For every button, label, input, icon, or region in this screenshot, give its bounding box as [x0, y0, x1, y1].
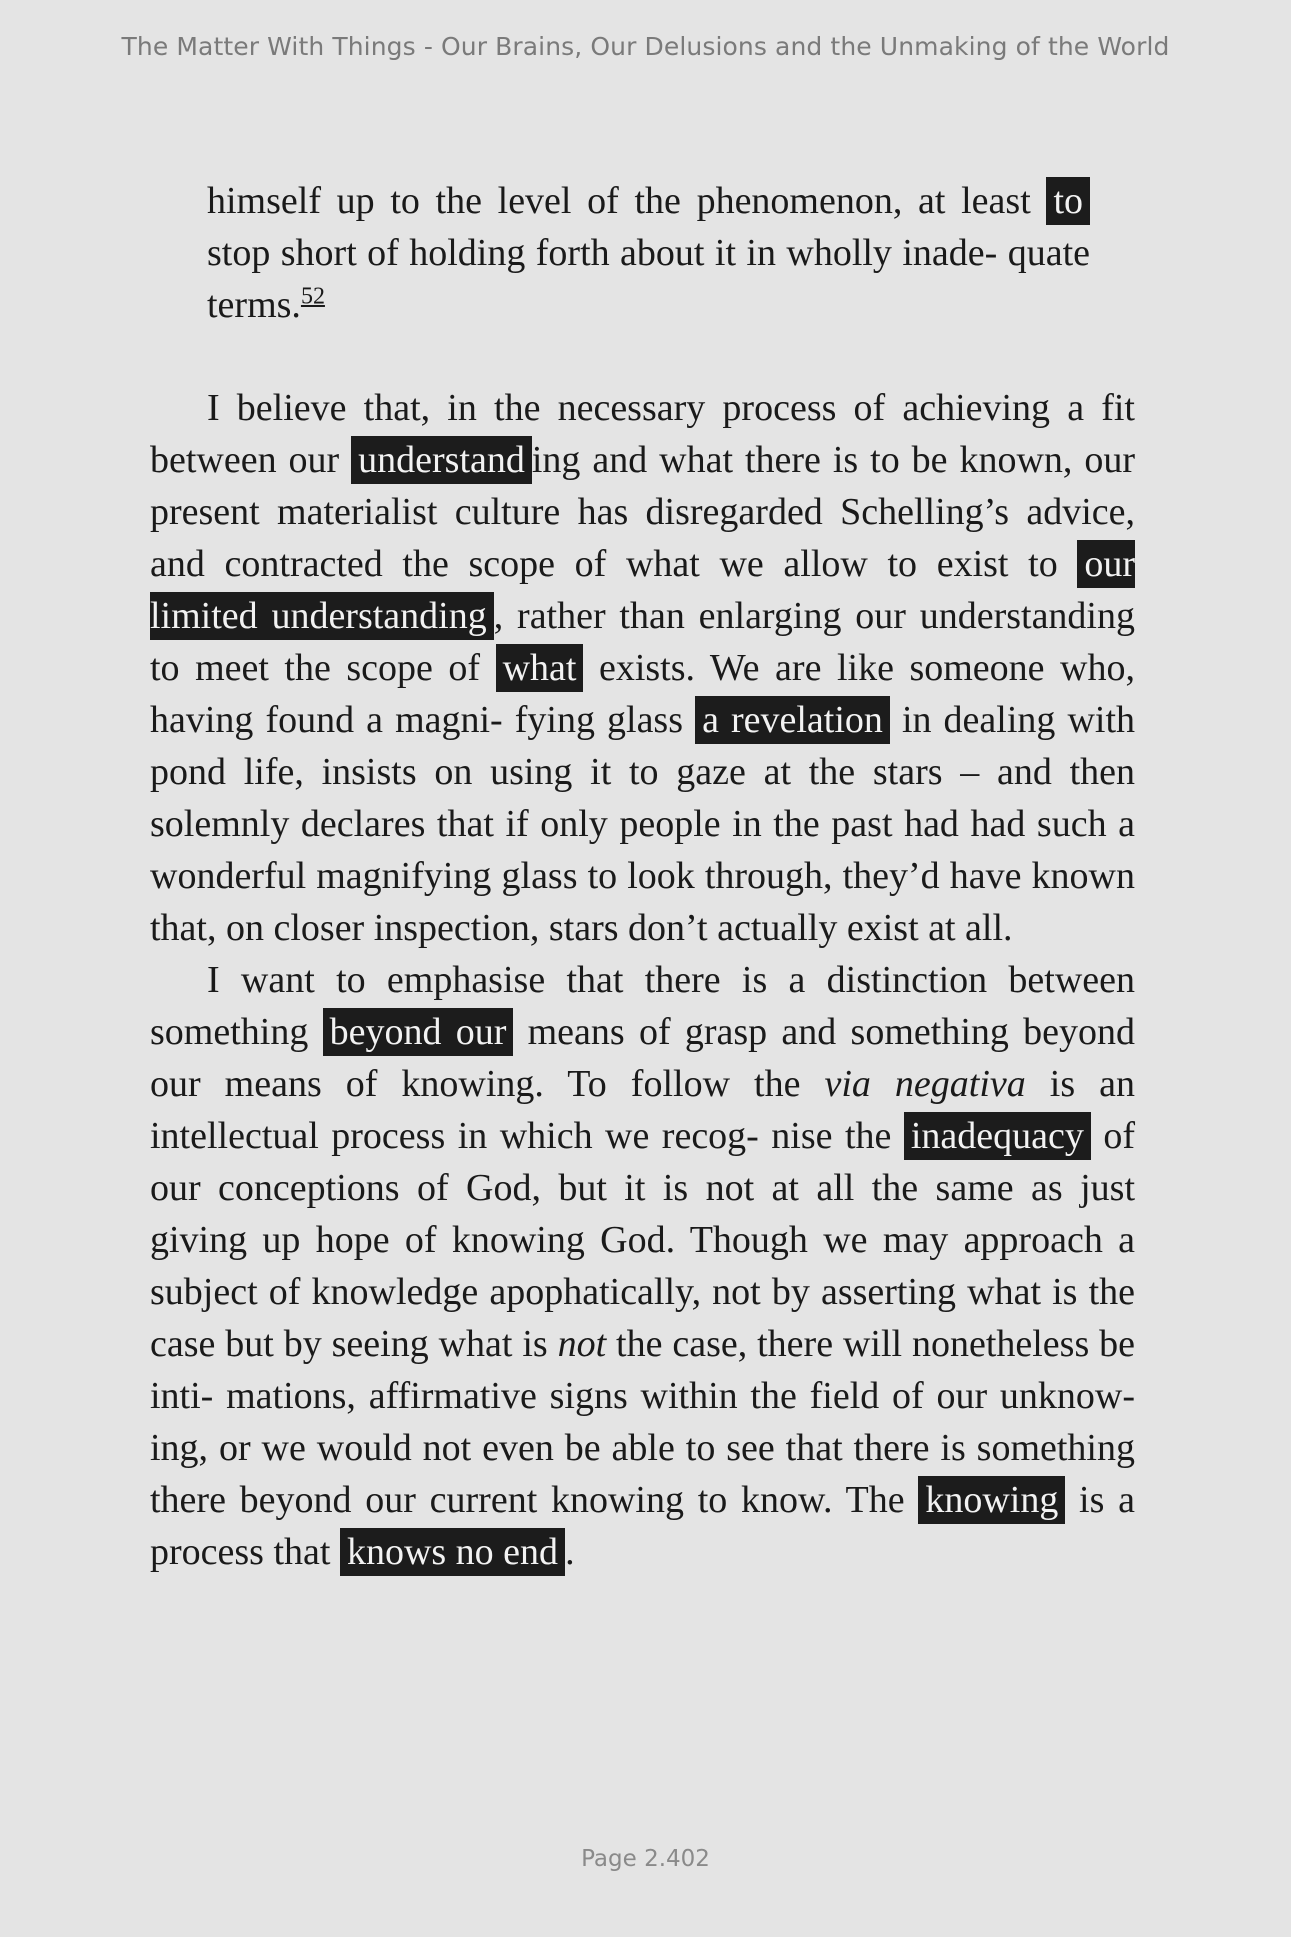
paragraph-text: , rather than enlarging our understanding to meet the scope of — [150, 595, 1135, 689]
paragraph-text: the case, there will nonetheless be inti- mations, affirmative signs within the field of our unknow- ing, or we would not even be able to see that there is something there beyond our current knowing to know. The — [150, 1323, 1136, 1521]
highlight[interactable]: our limited understanding — [150, 540, 1135, 640]
paragraph-text: ing and what there is to be known, our present materialist culture has disregarded Schelling’s advice, and contracted the scope of what we allow to exist to — [150, 439, 1135, 585]
page-number: Page 2.402 — [581, 1846, 710, 1872]
quote-text: stop short of holding forth about it in wholly inade- quate terms. — [207, 232, 1090, 326]
quote-text: himself up to the level of the phenomenon, at least — [207, 180, 1047, 222]
italic-text: via negativa — [824, 1063, 1026, 1105]
highlight[interactable]: inadequacy — [904, 1112, 1091, 1160]
spacer — [150, 331, 1135, 382]
highlight[interactable]: beyond our — [323, 1008, 514, 1056]
paragraph-text: is an intellectual process in which we recog- nise the — [150, 1063, 1135, 1157]
block-quote — [150, 175, 1135, 331]
paragraph — [150, 382, 1135, 954]
paragraph-text: I believe that, in the necessary process of achieving a fit between our — [150, 387, 1135, 481]
book-title: The Matter With Things - Our Brains, Our Delusions and the Unmaking of the World — [121, 32, 1170, 61]
italic-text: not — [557, 1323, 607, 1365]
paragraph-text: is a process that — [150, 1479, 1135, 1573]
paragraph-text: exists. We are like someone who, having found a magni- fying glass — [150, 647, 1135, 741]
paragraph-text: means of grasp and something beyond our means of knowing. To follow the — [150, 1011, 1135, 1105]
highlight[interactable]: knowing — [918, 1476, 1065, 1524]
paragraph-text: in dealing with pond life, insists on using it to gaze at the stars – and then solemnly declares that if only people in the past had had such a wonderful magnifying glass to look through, they’d have known that, on closer inspection, stars don’t actually exist at all. — [150, 699, 1136, 949]
highlight[interactable]: to — [1046, 177, 1090, 225]
highlight[interactable]: knows no end — [340, 1528, 565, 1576]
paragraph-text: I want to emphasise that there is a distinction between something — [150, 959, 1135, 1053]
footnote-link[interactable]: 52 — [300, 283, 325, 310]
highlight[interactable]: a revelation — [695, 696, 890, 744]
paragraph — [150, 954, 1135, 1578]
page-text — [150, 175, 1135, 1578]
paragraph-text: . — [565, 1531, 575, 1573]
paragraph-text: of our conceptions of God, but it is not at all the same as just giving up hope of knowing God. Though we may approach a subject of knowledge apophatically, not by asserting what is the case but by seeing what is — [150, 1115, 1136, 1365]
highlight[interactable]: understand — [351, 436, 532, 484]
highlight[interactable]: what — [496, 644, 584, 692]
